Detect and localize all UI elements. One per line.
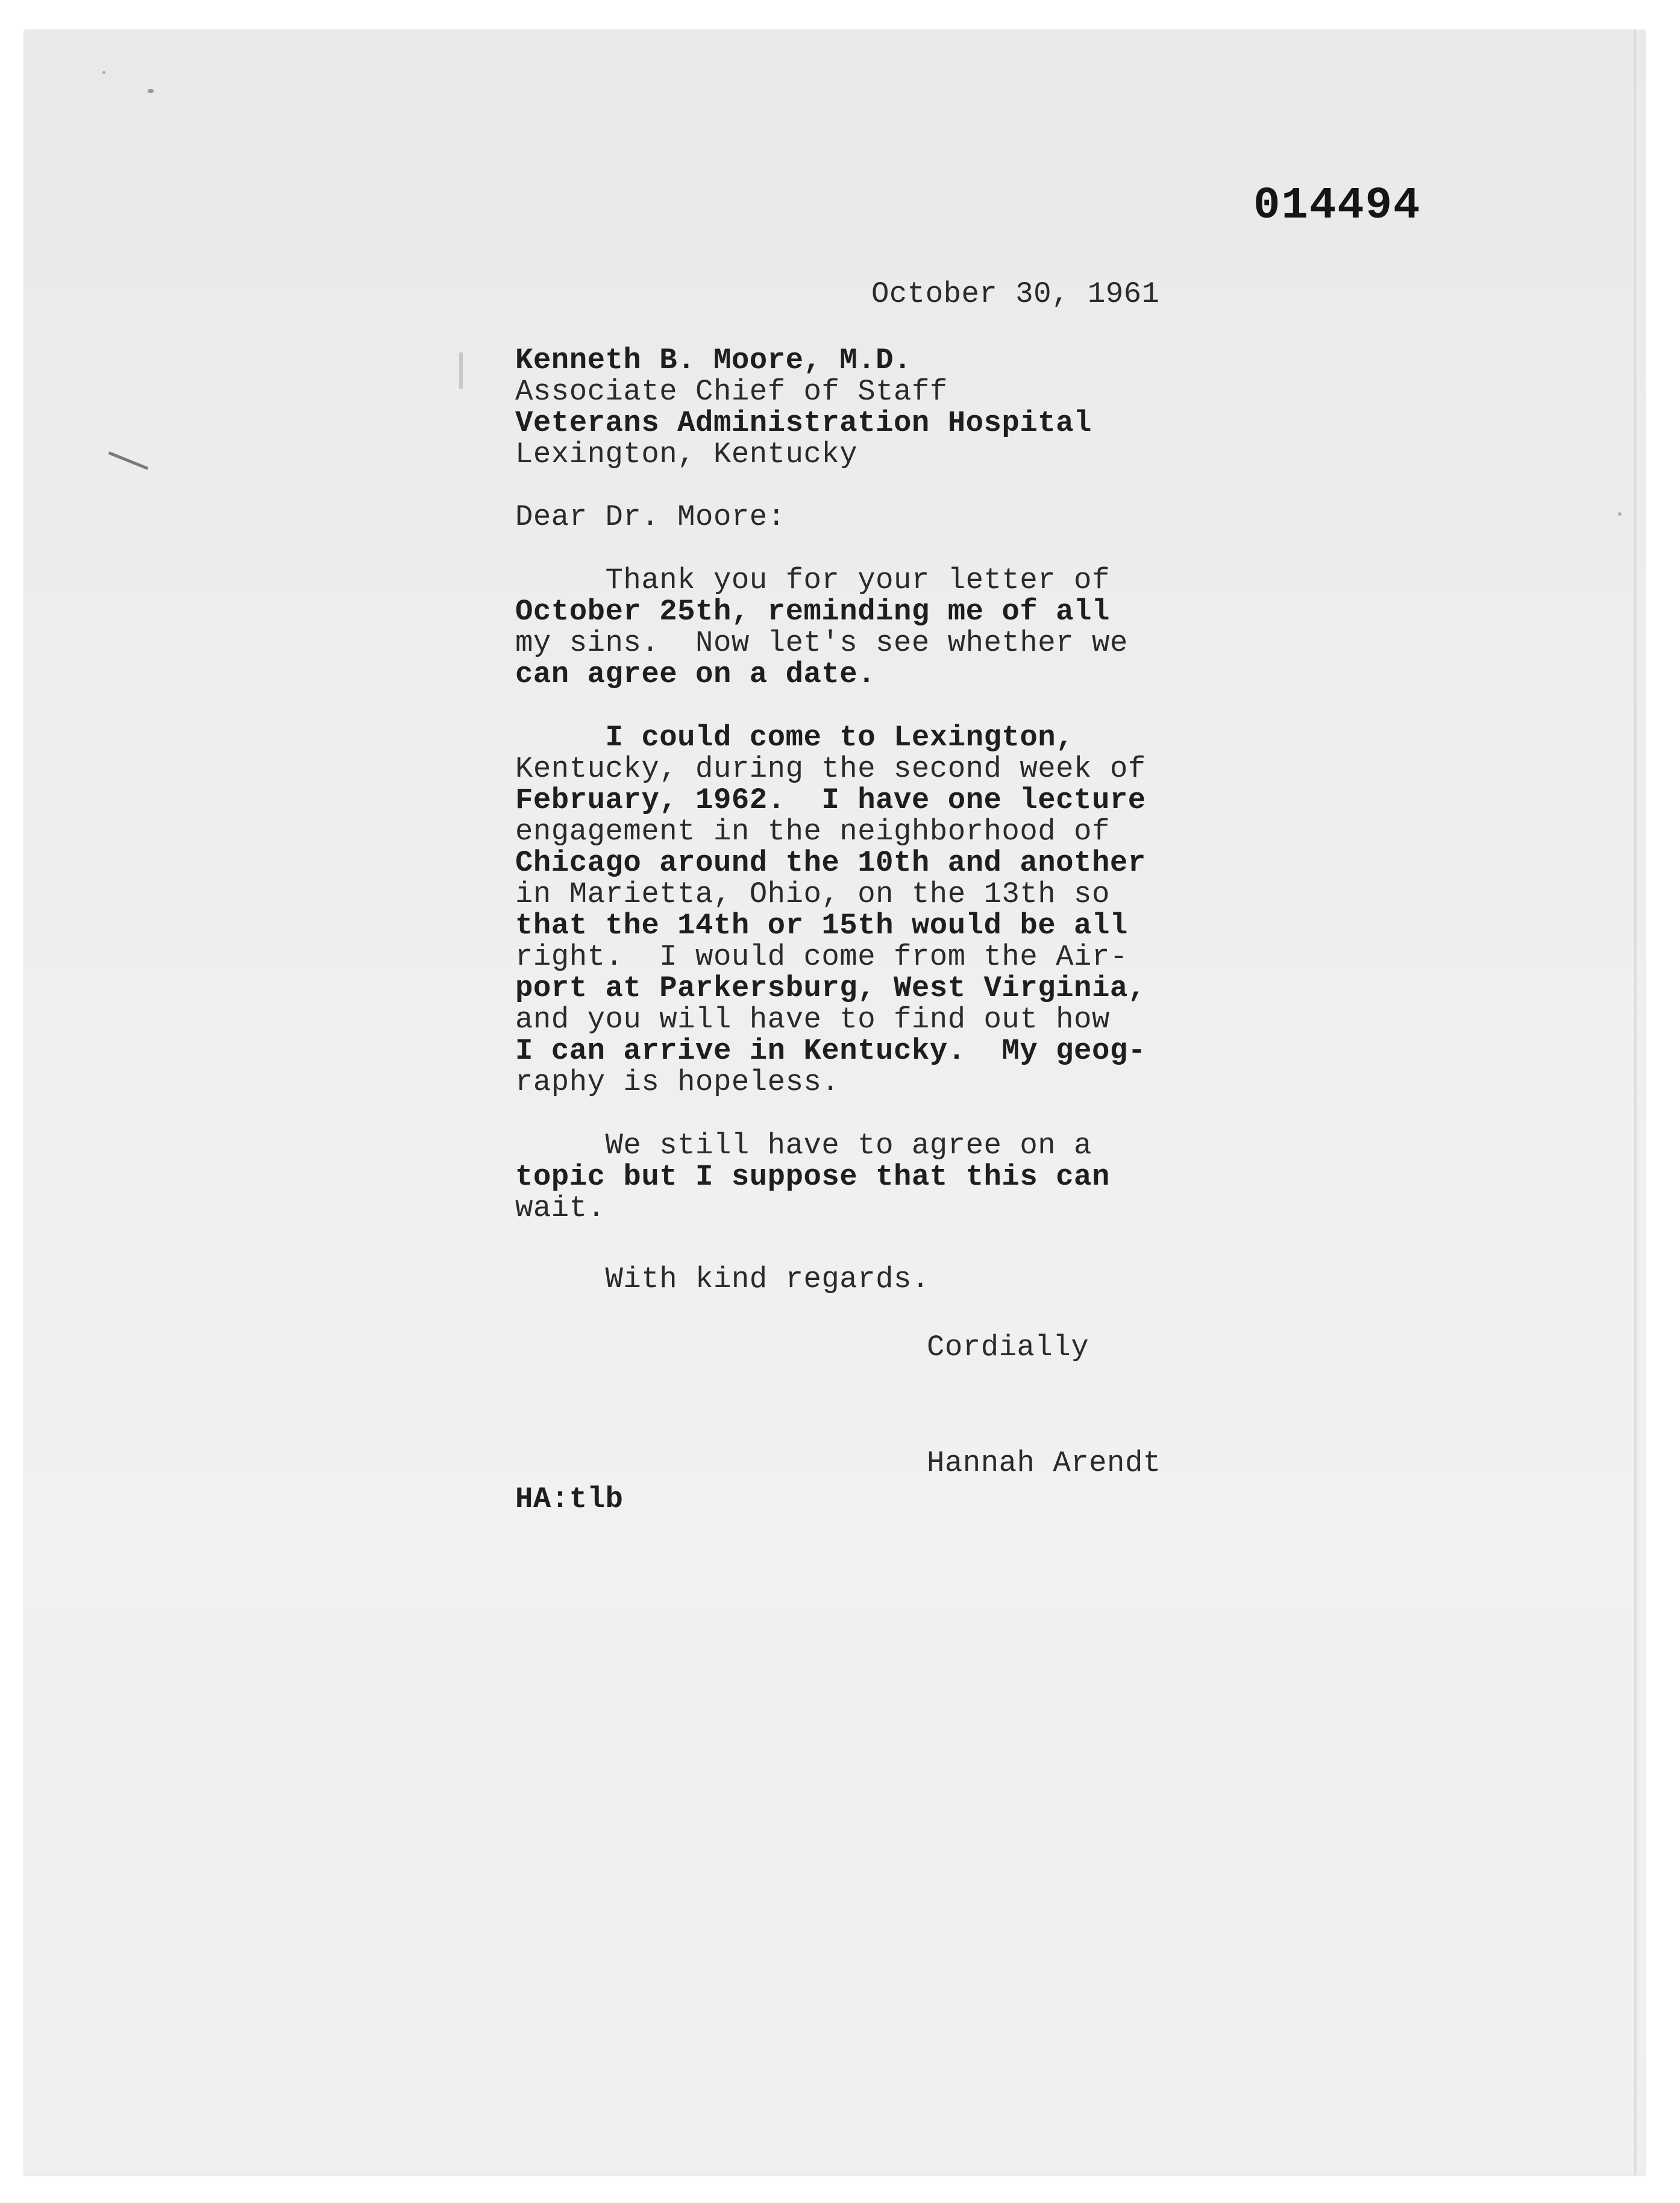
body-line: and you will have to find out how	[515, 1003, 1110, 1036]
body-line: can agree on a date.	[515, 657, 876, 691]
body-line: right. I would come from the Air-	[515, 940, 1128, 974]
recipient-location: Lexington, Kentucky	[515, 437, 858, 471]
scan-speck	[148, 89, 154, 93]
regards-line: With kind regards.	[515, 1262, 930, 1296]
body-line: port at Parkersburg, West Virginia,	[515, 971, 1146, 1005]
body-line: Kentucky, during the second week of	[515, 752, 1146, 786]
document-number: 014494	[1253, 181, 1421, 231]
letter-date: October 30, 1961	[871, 277, 1160, 311]
body-line: Thank you for your letter of	[515, 563, 1110, 597]
body-line: February, 1962. I have one lecture	[515, 783, 1146, 817]
scan-speck	[102, 71, 105, 74]
body-line: my sins. Now let's see whether we	[515, 626, 1128, 660]
body-line: We still have to agree on a	[515, 1129, 1092, 1162]
typist-initials: HA:tlb	[515, 1482, 624, 1516]
body-line: engagement in the neighborhood of	[515, 815, 1110, 848]
body-line: I can arrive in Kentucky. My geog-	[515, 1034, 1146, 1068]
body-line: in Marietta, Ohio, on the 13th so	[515, 877, 1110, 911]
signature-name: Hannah Arendt	[927, 1446, 1161, 1480]
body-line: raphy is hopeless.	[515, 1065, 840, 1099]
body-line: topic but I suppose that this can	[515, 1160, 1110, 1194]
body-line: that the 14th or 15th would be all	[515, 909, 1128, 942]
salutation: Dear Dr. Moore:	[515, 500, 786, 534]
recipient-title: Associate Chief of Staff	[515, 375, 948, 409]
body-line: wait.	[515, 1191, 606, 1225]
body-line: October 25th, reminding me of all	[515, 595, 1110, 628]
scan-speck	[1618, 512, 1622, 516]
body-line: Chicago around the 10th and another	[515, 846, 1146, 880]
recipient-organization: Veterans Administration Hospital	[515, 406, 1092, 440]
closing: Cordially	[927, 1330, 1089, 1364]
scan-smudge	[459, 353, 463, 389]
paper-edge	[1634, 30, 1639, 2175]
body-line: I could come to Lexington,	[515, 721, 1074, 754]
recipient-name: Kenneth B. Moore, M.D.	[515, 343, 912, 377]
